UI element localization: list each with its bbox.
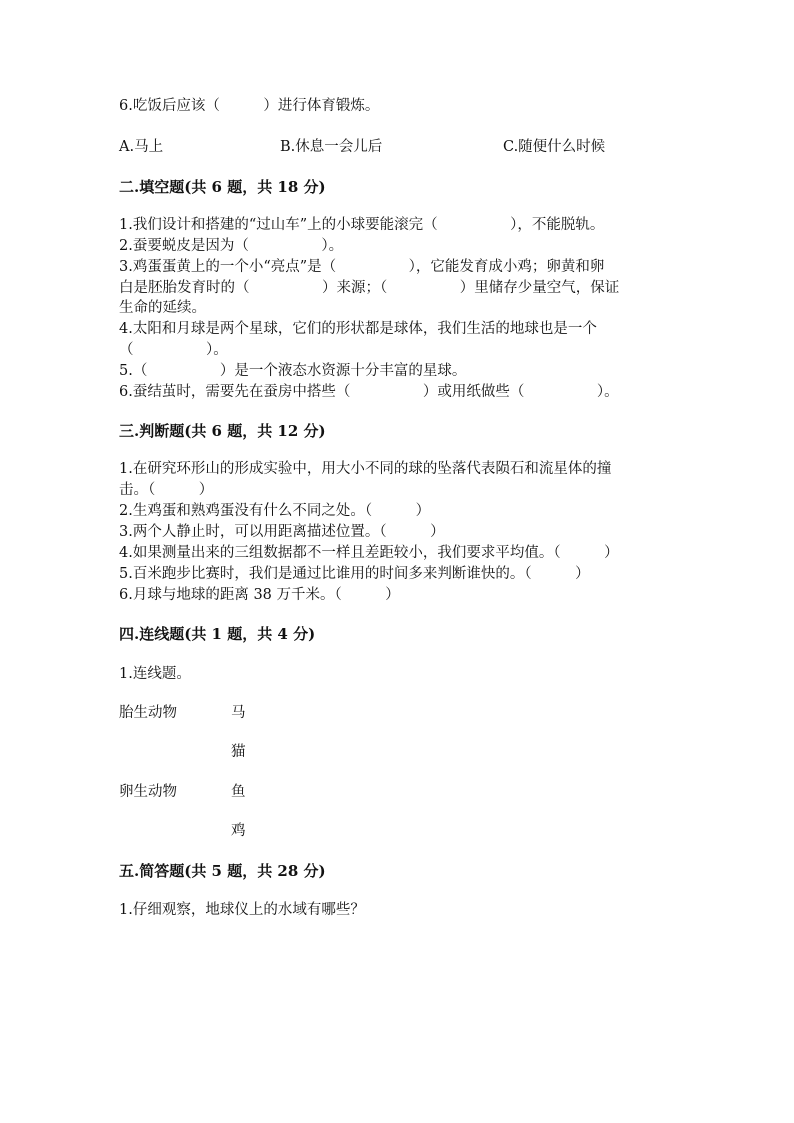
match-left-item: 胎生动物 bbox=[119, 705, 177, 721]
fill-line: 1.我们设计和搭建的“过山车”上的小球要能滚完（ ），不能脱轨。 bbox=[119, 217, 605, 233]
short-answer-question: 1.仔细观察，地球仪上的水域有哪些？ bbox=[119, 902, 365, 918]
option-c: C.随便什么时候 bbox=[503, 139, 606, 155]
match-right-item: 鱼 bbox=[231, 784, 246, 800]
section-heading-short: 五.简答题(共 5 题，共 28 分) bbox=[119, 862, 326, 880]
judge-line: 4.如果测量出来的三组数据都不一样且差距较小，我们要求平均值。（ ） bbox=[119, 545, 619, 561]
section-heading-judge: 三.判断题(共 6 题，共 12 分) bbox=[119, 422, 326, 440]
judge-line: 2.生鸡蛋和熟鸡蛋没有什么不同之处。（ ） bbox=[119, 503, 431, 519]
option-a: A.马上 bbox=[119, 139, 164, 155]
fill-line: （ ）。 bbox=[119, 342, 228, 358]
judge-line: 击。（ ） bbox=[119, 482, 214, 498]
match-right-item: 鸡 bbox=[231, 823, 246, 839]
fill-line: 5.（ ）是一个液态水资源十分丰富的星球。 bbox=[119, 363, 467, 379]
judge-line: 1.在研究环形山的形成实验中，用大小不同的球的坠落代表陨石和流星体的撞 bbox=[119, 461, 612, 477]
section-heading-match: 四.连线题(共 1 题，共 4 分) bbox=[119, 625, 316, 643]
match-right-item: 猫 bbox=[231, 744, 246, 760]
fill-line: 3.鸡蛋蛋黄上的一个小“亮点”是（ ），它能发育成小鸡；卵黄和卵 bbox=[119, 259, 605, 275]
match-left-item: 卵生动物 bbox=[119, 784, 177, 800]
option-b: B.休息一会儿后 bbox=[280, 139, 383, 155]
judge-line: 6.月球与地球的距离 38 万千米。（ ） bbox=[119, 587, 400, 603]
match-right-item: 马 bbox=[231, 705, 246, 721]
fill-line: 4.太阳和月球是两个星球，它们的形状都是球体，我们生活的地球也是一个 bbox=[119, 321, 597, 337]
fill-line: 白是胚胎发育时的（ ）来源；（ ）里储存少量空气，保证 bbox=[119, 280, 620, 296]
match-stem: 1.连线题。 bbox=[119, 666, 191, 682]
question-6-stem: 6.吃饭后应该（ ）进行体育锻炼。 bbox=[119, 98, 380, 114]
judge-line: 3.两个人静止时，可以用距离描述位置。（ ） bbox=[119, 524, 445, 540]
fill-line: 生命的延续。 bbox=[119, 300, 206, 316]
fill-line: 2.蚕要蜕皮是因为（ ）。 bbox=[119, 238, 344, 254]
section-heading-fill: 二.填空题(共 6 题，共 18 分) bbox=[119, 178, 326, 196]
fill-line: 6.蚕结茧时，需要先在蚕房中搭些（ ）或用纸做些（ ）。 bbox=[119, 384, 619, 400]
judge-line: 5.百米跑步比赛时，我们是通过比谁用的时间多来判断谁快的。（ ） bbox=[119, 566, 590, 582]
